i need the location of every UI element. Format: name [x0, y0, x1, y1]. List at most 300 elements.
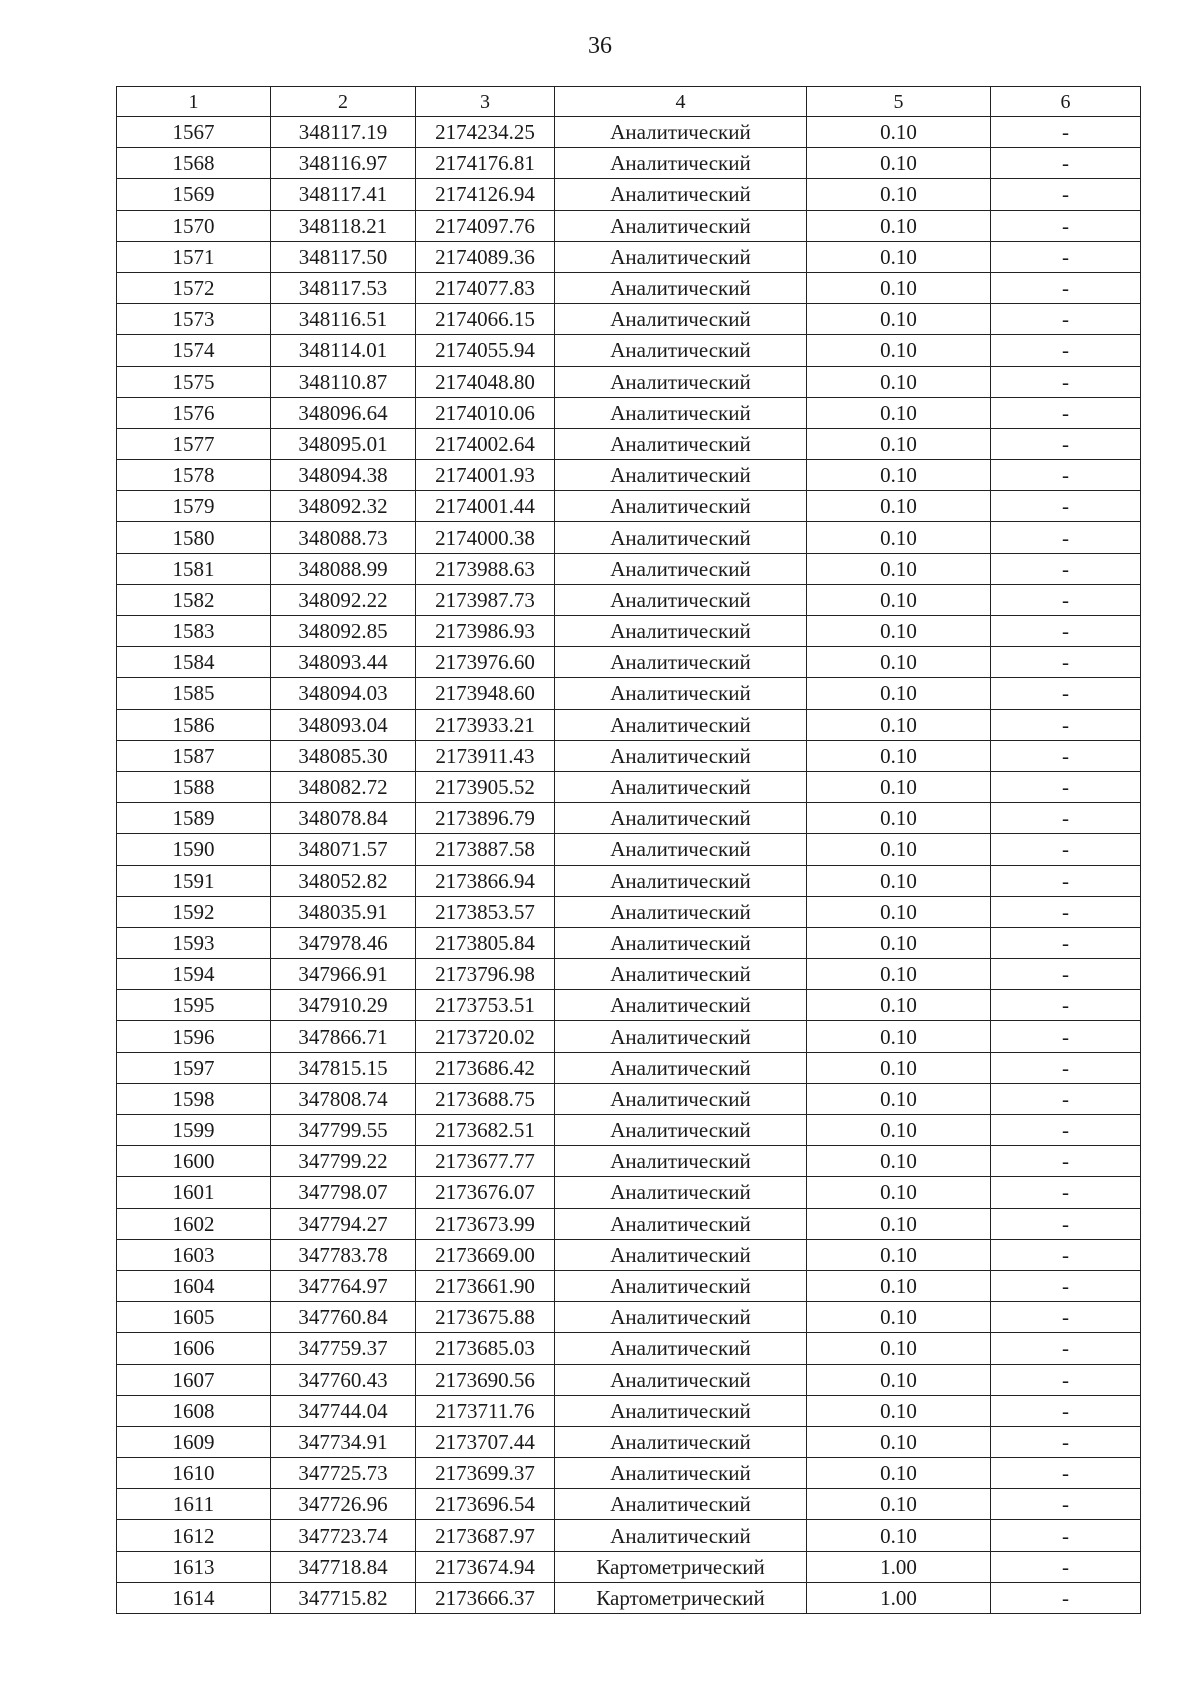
- y-coordinate-cell: 2173805.84: [416, 927, 555, 958]
- point-number-cell: 1599: [117, 1115, 271, 1146]
- table-row: [117, 1177, 1141, 1208]
- table-row: [117, 1582, 1141, 1613]
- accuracy-cell: 0.10: [807, 1052, 991, 1083]
- note-cell: -: [991, 959, 1141, 990]
- accuracy-cell: 0.10: [807, 366, 991, 397]
- x-coordinate-cell: 348035.91: [271, 896, 416, 927]
- x-coordinate-cell: 347734.91: [271, 1426, 416, 1457]
- x-coordinate-cell: 347799.55: [271, 1115, 416, 1146]
- x-coordinate-cell: 348071.57: [271, 834, 416, 865]
- y-coordinate-cell: 2173720.02: [416, 1021, 555, 1052]
- x-coordinate-cell: 347798.07: [271, 1177, 416, 1208]
- method-cell: Аналитический: [555, 428, 807, 459]
- point-number-cell: 1597: [117, 1052, 271, 1083]
- point-number-cell: 1594: [117, 959, 271, 990]
- point-number-cell: 1571: [117, 241, 271, 272]
- method-cell: Аналитический: [555, 210, 807, 241]
- method-cell: Аналитический: [555, 771, 807, 802]
- accuracy-cell: 0.10: [807, 179, 991, 210]
- note-cell: -: [991, 584, 1141, 615]
- point-number-cell: 1578: [117, 460, 271, 491]
- method-cell: Аналитический: [555, 460, 807, 491]
- point-number-cell: 1593: [117, 927, 271, 958]
- note-cell: -: [991, 210, 1141, 241]
- point-number-cell: 1585: [117, 678, 271, 709]
- table-row: [117, 1520, 1141, 1551]
- y-coordinate-cell: 2173796.98: [416, 959, 555, 990]
- accuracy-cell: 0.10: [807, 1364, 991, 1395]
- method-cell: Аналитический: [555, 959, 807, 990]
- accuracy-cell: 0.10: [807, 148, 991, 179]
- x-coordinate-cell: 348093.44: [271, 647, 416, 678]
- table-row: [117, 1333, 1141, 1364]
- method-cell: Аналитический: [555, 397, 807, 428]
- y-coordinate-cell: 2173987.73: [416, 584, 555, 615]
- y-coordinate-cell: 2173686.42: [416, 1052, 555, 1083]
- y-coordinate-cell: 2173911.43: [416, 740, 555, 771]
- y-coordinate-cell: 2174048.80: [416, 366, 555, 397]
- note-cell: -: [991, 1302, 1141, 1333]
- method-cell: Аналитический: [555, 304, 807, 335]
- note-cell: -: [991, 1146, 1141, 1177]
- x-coordinate-cell: 348118.21: [271, 210, 416, 241]
- accuracy-cell: 0.10: [807, 210, 991, 241]
- accuracy-cell: 0.10: [807, 460, 991, 491]
- y-coordinate-cell: 2174002.64: [416, 428, 555, 459]
- y-coordinate-cell: 2173986.93: [416, 616, 555, 647]
- method-cell: Аналитический: [555, 491, 807, 522]
- note-cell: -: [991, 460, 1141, 491]
- note-cell: -: [991, 397, 1141, 428]
- point-number-cell: 1573: [117, 304, 271, 335]
- note-cell: -: [991, 1052, 1141, 1083]
- point-number-cell: 1583: [117, 616, 271, 647]
- y-coordinate-cell: 2173669.00: [416, 1239, 555, 1270]
- table-row: [117, 1426, 1141, 1457]
- accuracy-cell: 0.10: [807, 1021, 991, 1052]
- method-cell: Аналитический: [555, 1239, 807, 1270]
- y-coordinate-cell: 2174010.06: [416, 397, 555, 428]
- table-body: [117, 117, 1141, 1614]
- point-number-cell: 1592: [117, 896, 271, 927]
- x-coordinate-cell: 347744.04: [271, 1395, 416, 1426]
- y-coordinate-cell: 2174176.81: [416, 148, 555, 179]
- point-number-cell: 1602: [117, 1208, 271, 1239]
- y-coordinate-cell: 2173682.51: [416, 1115, 555, 1146]
- note-cell: -: [991, 771, 1141, 802]
- method-cell: Аналитический: [555, 1270, 807, 1301]
- accuracy-cell: 0.10: [807, 771, 991, 802]
- note-cell: -: [991, 366, 1141, 397]
- note-cell: -: [991, 1489, 1141, 1520]
- table-row: [117, 522, 1141, 553]
- note-cell: -: [991, 1270, 1141, 1301]
- x-coordinate-cell: 348117.19: [271, 117, 416, 148]
- y-coordinate-cell: 2174001.93: [416, 460, 555, 491]
- table-row: [117, 959, 1141, 990]
- note-cell: -: [991, 834, 1141, 865]
- point-number-cell: 1580: [117, 522, 271, 553]
- point-number-cell: 1570: [117, 210, 271, 241]
- note-cell: -: [991, 117, 1141, 148]
- x-coordinate-cell: 348093.04: [271, 709, 416, 740]
- accuracy-cell: 0.10: [807, 678, 991, 709]
- x-coordinate-cell: 347966.91: [271, 959, 416, 990]
- table-row: [117, 1489, 1141, 1520]
- method-cell: Аналитический: [555, 865, 807, 896]
- method-cell: Аналитический: [555, 1146, 807, 1177]
- table-row: [117, 1551, 1141, 1582]
- y-coordinate-cell: 2173707.44: [416, 1426, 555, 1457]
- note-cell: -: [991, 1520, 1141, 1551]
- method-cell: Аналитический: [555, 1177, 807, 1208]
- column-header-4: 4: [555, 87, 807, 117]
- accuracy-cell: 0.10: [807, 241, 991, 272]
- accuracy-cell: 0.10: [807, 522, 991, 553]
- point-number-cell: 1590: [117, 834, 271, 865]
- table-row: [117, 1052, 1141, 1083]
- x-coordinate-cell: 347760.84: [271, 1302, 416, 1333]
- point-number-cell: 1588: [117, 771, 271, 802]
- table-row: [117, 584, 1141, 615]
- point-number-cell: 1601: [117, 1177, 271, 1208]
- method-cell: Аналитический: [555, 709, 807, 740]
- point-number-cell: 1575: [117, 366, 271, 397]
- accuracy-cell: 0.10: [807, 117, 991, 148]
- x-coordinate-cell: 347725.73: [271, 1458, 416, 1489]
- note-cell: -: [991, 990, 1141, 1021]
- method-cell: Аналитический: [555, 678, 807, 709]
- table-row: [117, 272, 1141, 303]
- table-row: [117, 896, 1141, 927]
- point-number-cell: 1607: [117, 1364, 271, 1395]
- y-coordinate-cell: 2173887.58: [416, 834, 555, 865]
- table-row: [117, 834, 1141, 865]
- accuracy-cell: 0.10: [807, 834, 991, 865]
- y-coordinate-cell: 2173676.07: [416, 1177, 555, 1208]
- x-coordinate-cell: 347764.97: [271, 1270, 416, 1301]
- table-row: [117, 179, 1141, 210]
- x-coordinate-cell: 347910.29: [271, 990, 416, 1021]
- accuracy-cell: 0.10: [807, 990, 991, 1021]
- x-coordinate-cell: 347799.22: [271, 1146, 416, 1177]
- method-cell: Картометрический: [555, 1582, 807, 1613]
- x-coordinate-cell: 348085.30: [271, 740, 416, 771]
- point-number-cell: 1600: [117, 1146, 271, 1177]
- method-cell: Аналитический: [555, 148, 807, 179]
- point-number-cell: 1605: [117, 1302, 271, 1333]
- accuracy-cell: 0.10: [807, 1115, 991, 1146]
- x-coordinate-cell: 348095.01: [271, 428, 416, 459]
- y-coordinate-cell: 2173685.03: [416, 1333, 555, 1364]
- note-cell: -: [991, 491, 1141, 522]
- y-coordinate-cell: 2174001.44: [416, 491, 555, 522]
- x-coordinate-cell: 347866.71: [271, 1021, 416, 1052]
- accuracy-cell: 0.10: [807, 1302, 991, 1333]
- x-coordinate-cell: 348110.87: [271, 366, 416, 397]
- y-coordinate-cell: 2173699.37: [416, 1458, 555, 1489]
- y-coordinate-cell: 2174126.94: [416, 179, 555, 210]
- point-number-cell: 1581: [117, 553, 271, 584]
- column-header-2: 2: [271, 87, 416, 117]
- note-cell: -: [991, 865, 1141, 896]
- y-coordinate-cell: 2173976.60: [416, 647, 555, 678]
- y-coordinate-cell: 2173933.21: [416, 709, 555, 740]
- y-coordinate-cell: 2173988.63: [416, 553, 555, 584]
- point-number-cell: 1610: [117, 1458, 271, 1489]
- point-number-cell: 1584: [117, 647, 271, 678]
- method-cell: Аналитический: [555, 1021, 807, 1052]
- note-cell: -: [991, 1115, 1141, 1146]
- x-coordinate-cell: 348116.97: [271, 148, 416, 179]
- table-row: [117, 117, 1141, 148]
- accuracy-cell: 0.10: [807, 304, 991, 335]
- table-row: [117, 1270, 1141, 1301]
- method-cell: Аналитический: [555, 990, 807, 1021]
- method-cell: Аналитический: [555, 803, 807, 834]
- point-number-cell: 1586: [117, 709, 271, 740]
- note-cell: -: [991, 553, 1141, 584]
- x-coordinate-cell: 348094.38: [271, 460, 416, 491]
- table-row: [117, 210, 1141, 241]
- point-number-cell: 1612: [117, 1520, 271, 1551]
- accuracy-cell: 0.10: [807, 1177, 991, 1208]
- note-cell: -: [991, 1239, 1141, 1270]
- point-number-cell: 1611: [117, 1489, 271, 1520]
- accuracy-cell: 0.10: [807, 959, 991, 990]
- note-cell: -: [991, 1333, 1141, 1364]
- note-cell: -: [991, 1208, 1141, 1239]
- x-coordinate-cell: 347978.46: [271, 927, 416, 958]
- note-cell: -: [991, 304, 1141, 335]
- point-number-cell: 1574: [117, 335, 271, 366]
- table-row: [117, 616, 1141, 647]
- point-number-cell: 1568: [117, 148, 271, 179]
- accuracy-cell: 0.10: [807, 865, 991, 896]
- table-row: [117, 428, 1141, 459]
- accuracy-cell: 0.10: [807, 1208, 991, 1239]
- table-row: [117, 803, 1141, 834]
- method-cell: Аналитический: [555, 241, 807, 272]
- y-coordinate-cell: 2173753.51: [416, 990, 555, 1021]
- x-coordinate-cell: 347808.74: [271, 1083, 416, 1114]
- note-cell: -: [991, 616, 1141, 647]
- note-cell: -: [991, 1551, 1141, 1582]
- method-cell: Аналитический: [555, 1115, 807, 1146]
- accuracy-cell: 0.10: [807, 1239, 991, 1270]
- table-row: [117, 1021, 1141, 1052]
- y-coordinate-cell: 2173696.54: [416, 1489, 555, 1520]
- y-coordinate-cell: 2173661.90: [416, 1270, 555, 1301]
- accuracy-cell: 1.00: [807, 1582, 991, 1613]
- point-number-cell: 1576: [117, 397, 271, 428]
- y-coordinate-cell: 2173948.60: [416, 678, 555, 709]
- accuracy-cell: 0.10: [807, 616, 991, 647]
- method-cell: Аналитический: [555, 616, 807, 647]
- table-row: [117, 491, 1141, 522]
- note-cell: -: [991, 803, 1141, 834]
- method-cell: Аналитический: [555, 1208, 807, 1239]
- note-cell: -: [991, 148, 1141, 179]
- table-row: [117, 1208, 1141, 1239]
- note-cell: -: [991, 1582, 1141, 1613]
- note-cell: -: [991, 179, 1141, 210]
- note-cell: -: [991, 272, 1141, 303]
- table-row: [117, 1239, 1141, 1270]
- note-cell: -: [991, 896, 1141, 927]
- table-header: [117, 87, 1141, 117]
- accuracy-cell: 0.10: [807, 1520, 991, 1551]
- method-cell: Аналитический: [555, 179, 807, 210]
- y-coordinate-cell: 2174000.38: [416, 522, 555, 553]
- table-row: [117, 366, 1141, 397]
- x-coordinate-cell: 347794.27: [271, 1208, 416, 1239]
- coordinates-table: [116, 86, 1141, 1614]
- table-row: [117, 990, 1141, 1021]
- point-number-cell: 1591: [117, 865, 271, 896]
- method-cell: Аналитический: [555, 1364, 807, 1395]
- accuracy-cell: 0.10: [807, 553, 991, 584]
- note-cell: -: [991, 335, 1141, 366]
- table-row: [117, 1395, 1141, 1426]
- accuracy-cell: 0.10: [807, 584, 991, 615]
- header-row: [117, 87, 1141, 117]
- method-cell: Аналитический: [555, 740, 807, 771]
- method-cell: Аналитический: [555, 584, 807, 615]
- point-number-cell: 1572: [117, 272, 271, 303]
- table-row: [117, 678, 1141, 709]
- method-cell: Аналитический: [555, 1333, 807, 1364]
- method-cell: Аналитический: [555, 1052, 807, 1083]
- x-coordinate-cell: 348082.72: [271, 771, 416, 802]
- table-row: [117, 740, 1141, 771]
- method-cell: Аналитический: [555, 1083, 807, 1114]
- accuracy-cell: 0.10: [807, 1489, 991, 1520]
- table-row: [117, 1146, 1141, 1177]
- method-cell: Аналитический: [555, 1302, 807, 1333]
- accuracy-cell: 0.10: [807, 1426, 991, 1457]
- accuracy-cell: 0.10: [807, 709, 991, 740]
- y-coordinate-cell: 2174097.76: [416, 210, 555, 241]
- point-number-cell: 1613: [117, 1551, 271, 1582]
- note-cell: -: [991, 678, 1141, 709]
- accuracy-cell: 0.10: [807, 1395, 991, 1426]
- column-header-3: 3: [416, 87, 555, 117]
- table-row: [117, 397, 1141, 428]
- accuracy-cell: 1.00: [807, 1551, 991, 1582]
- y-coordinate-cell: 2173866.94: [416, 865, 555, 896]
- x-coordinate-cell: 347783.78: [271, 1239, 416, 1270]
- method-cell: Аналитический: [555, 647, 807, 678]
- x-coordinate-cell: 348092.85: [271, 616, 416, 647]
- point-number-cell: 1579: [117, 491, 271, 522]
- column-header-1: 1: [117, 87, 271, 117]
- point-number-cell: 1606: [117, 1333, 271, 1364]
- table-row: [117, 460, 1141, 491]
- method-cell: Аналитический: [555, 335, 807, 366]
- point-number-cell: 1603: [117, 1239, 271, 1270]
- method-cell: Аналитический: [555, 366, 807, 397]
- accuracy-cell: 0.10: [807, 491, 991, 522]
- y-coordinate-cell: 2173690.56: [416, 1364, 555, 1395]
- y-coordinate-cell: 2173673.99: [416, 1208, 555, 1239]
- note-cell: -: [991, 428, 1141, 459]
- y-coordinate-cell: 2174066.15: [416, 304, 555, 335]
- x-coordinate-cell: 347718.84: [271, 1551, 416, 1582]
- table-row: [117, 771, 1141, 802]
- x-coordinate-cell: 347815.15: [271, 1052, 416, 1083]
- method-cell: Аналитический: [555, 896, 807, 927]
- note-cell: -: [991, 1458, 1141, 1489]
- point-number-cell: 1598: [117, 1083, 271, 1114]
- x-coordinate-cell: 347723.74: [271, 1520, 416, 1551]
- note-cell: -: [991, 709, 1141, 740]
- x-coordinate-cell: 348092.32: [271, 491, 416, 522]
- y-coordinate-cell: 2173666.37: [416, 1582, 555, 1613]
- y-coordinate-cell: 2173674.94: [416, 1551, 555, 1582]
- accuracy-cell: 0.10: [807, 272, 991, 303]
- table-row: [117, 1364, 1141, 1395]
- y-coordinate-cell: 2174089.36: [416, 241, 555, 272]
- table-row: [117, 647, 1141, 678]
- accuracy-cell: 0.10: [807, 335, 991, 366]
- note-cell: -: [991, 740, 1141, 771]
- y-coordinate-cell: 2173905.52: [416, 771, 555, 802]
- table-row: [117, 1083, 1141, 1114]
- table-row: [117, 335, 1141, 366]
- accuracy-cell: 0.10: [807, 740, 991, 771]
- x-coordinate-cell: 348088.99: [271, 553, 416, 584]
- note-cell: -: [991, 1395, 1141, 1426]
- x-coordinate-cell: 348096.64: [271, 397, 416, 428]
- x-coordinate-cell: 347715.82: [271, 1582, 416, 1613]
- y-coordinate-cell: 2174077.83: [416, 272, 555, 303]
- note-cell: -: [991, 1364, 1141, 1395]
- page-number: 36: [588, 33, 612, 59]
- accuracy-cell: 0.10: [807, 428, 991, 459]
- column-header-5: 5: [807, 87, 991, 117]
- table-row: [117, 927, 1141, 958]
- x-coordinate-cell: 348092.22: [271, 584, 416, 615]
- table-row: [117, 1302, 1141, 1333]
- y-coordinate-cell: 2174055.94: [416, 335, 555, 366]
- point-number-cell: 1604: [117, 1270, 271, 1301]
- table-row: [117, 553, 1141, 584]
- note-cell: -: [991, 241, 1141, 272]
- point-number-cell: 1614: [117, 1582, 271, 1613]
- method-cell: Аналитический: [555, 272, 807, 303]
- y-coordinate-cell: 2173896.79: [416, 803, 555, 834]
- accuracy-cell: 0.10: [807, 896, 991, 927]
- x-coordinate-cell: 347759.37: [271, 1333, 416, 1364]
- point-number-cell: 1595: [117, 990, 271, 1021]
- x-coordinate-cell: 348078.84: [271, 803, 416, 834]
- note-cell: -: [991, 927, 1141, 958]
- x-coordinate-cell: 347760.43: [271, 1364, 416, 1395]
- x-coordinate-cell: 348088.73: [271, 522, 416, 553]
- accuracy-cell: 0.10: [807, 1270, 991, 1301]
- method-cell: Аналитический: [555, 553, 807, 584]
- method-cell: Аналитический: [555, 1489, 807, 1520]
- point-number-cell: 1582: [117, 584, 271, 615]
- accuracy-cell: 0.10: [807, 1083, 991, 1114]
- y-coordinate-cell: 2174234.25: [416, 117, 555, 148]
- y-coordinate-cell: 2173675.88: [416, 1302, 555, 1333]
- point-number-cell: 1569: [117, 179, 271, 210]
- method-cell: Аналитический: [555, 1426, 807, 1457]
- table-row: [117, 709, 1141, 740]
- note-cell: -: [991, 1177, 1141, 1208]
